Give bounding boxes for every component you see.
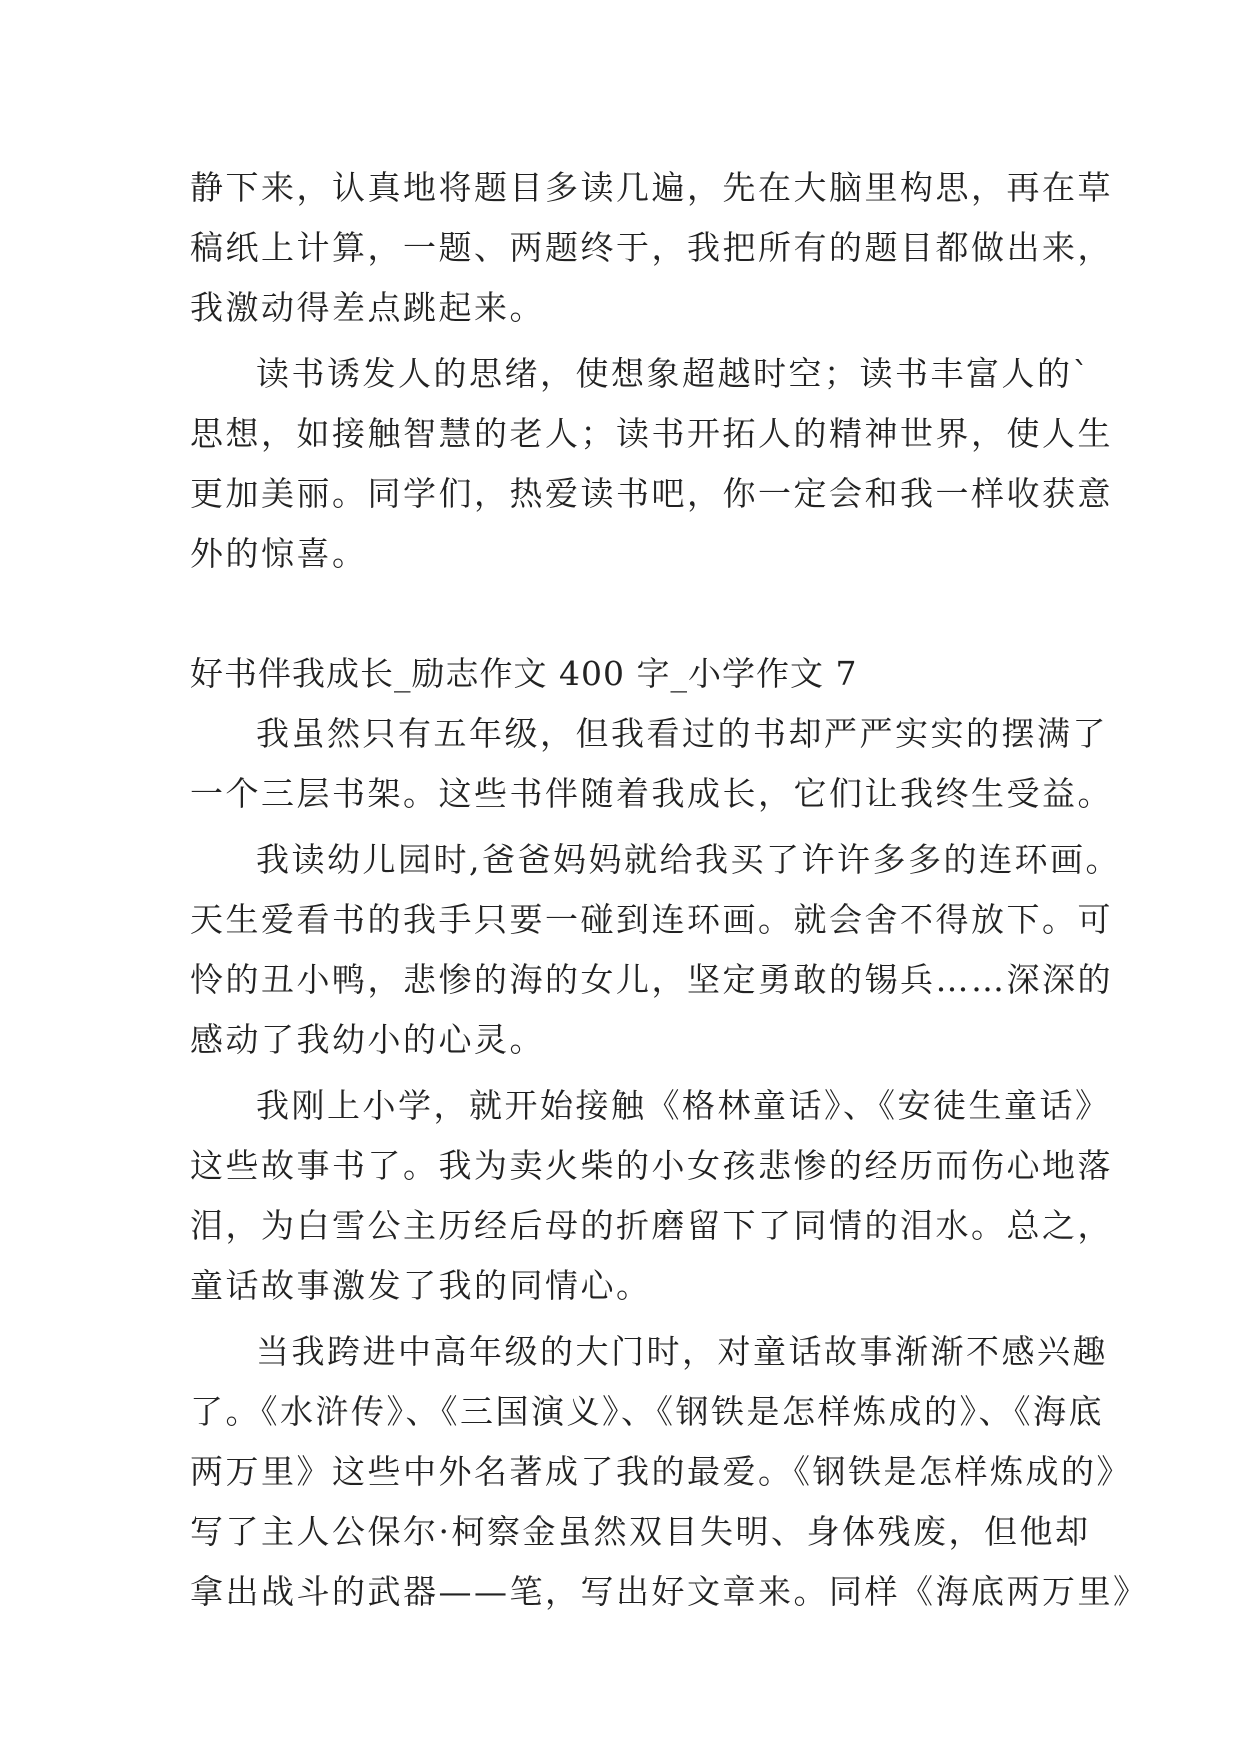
text-line: 这些故事书了。我为卖火柴的小女孩悲惨的经历而伤心地落 (190, 1146, 1113, 1185)
text-line: 童话故事激发了我的同情心。 (190, 1266, 652, 1305)
text-line: 怜的丑小鸭，悲惨的海的女儿，坚定勇敢的锡兵……深深的 (190, 960, 1113, 999)
article-title: 好书伴我成长_励志作文 400 字_小学作文 7 (190, 654, 858, 693)
text-line: 了。《水浒传》、《三国演义》、《钢铁是怎样炼成的》、《海底 (190, 1392, 1104, 1431)
text-line: 思想，如接触智慧的老人；读书开拓人的精神世界，使人生 (190, 414, 1113, 453)
text-line: 静下来，认真地将题目多读几遍，先在大脑里构思，再在草 (190, 168, 1113, 207)
text-line: 两万里》这些中外名著成了我的最爱。《钢铁是怎样炼成的》 (190, 1452, 1132, 1491)
text-line: 感动了我幼小的心灵。 (190, 1020, 545, 1059)
text-line: 天生爱看书的我手只要一碰到连环画。就会舍不得放下。可 (190, 900, 1113, 939)
text-line: 写了主人公保尔·柯察金虽然双目失明、身体残废，但他却 (190, 1512, 1091, 1551)
paragraph-start-line: 读书诱发人的思绪，使想象超越时空；读书丰富人的` (256, 354, 1092, 393)
text-line: 泪，为白雪公主历经后母的折磨留下了同情的泪水。总之， (190, 1206, 1113, 1245)
paragraph-start-line: 当我跨进中高年级的大门时，对童话故事渐渐不感兴趣 (256, 1332, 1108, 1371)
paragraph-start-line: 我刚上小学，就开始接触《格林童话》、《安徒生童话》 (256, 1086, 1111, 1125)
document-body (190, 158, 1149, 1622)
text-line: 外的惊喜。 (190, 534, 368, 573)
paragraph-start-line: 我虽然只有五年级，但我看过的书却严严实实的摆满了 (256, 714, 1108, 753)
paragraph-start-line: 我读幼儿园时,爸爸妈妈就给我买了许许多多的连环画。 (256, 840, 1121, 879)
text-line: 一个三层书架。这些书伴随着我成长，它们让我终生受益。 (190, 774, 1113, 813)
text-line: 拿出战斗的武器——笔，写出好文章来。同样《海底两万里》 (190, 1572, 1149, 1611)
text-line: 稿纸上计算，一题、两题终于，我把所有的题目都做出来， (190, 228, 1113, 267)
text-line: 更加美丽。同学们，热爱读书吧，你一定会和我一样收获意 (190, 474, 1113, 513)
text-line: 我激动得差点跳起来。 (190, 288, 545, 327)
